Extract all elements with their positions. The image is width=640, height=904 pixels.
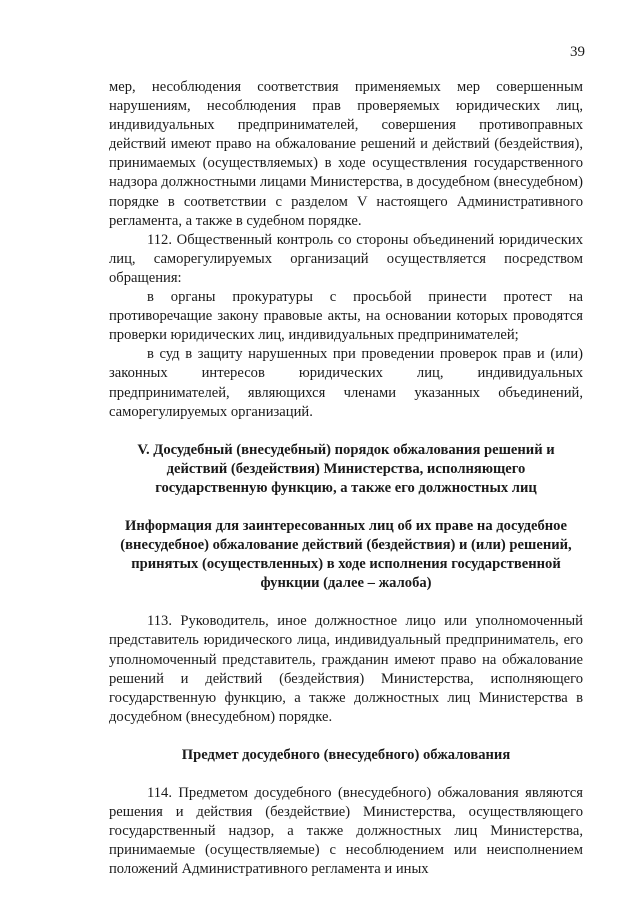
paragraph-112-item-prosecutor: в органы прокуратуры с просьбой принести протест на противоречащие закону правовые акты, на основании которых проводятся проверки юридических лиц, индивидуальных предпринимателей; bbox=[109, 289, 583, 344]
section-heading: V. Досудебный (внесудебный) порядок обжалования решений и действий (бездействия) Министерства, исполняющего государственную функцию, а также его должностных лиц bbox=[137, 441, 555, 496]
paragraph-114: 114. Предметом досудебного (внесудебного) обжалования являются решения и действия (бездействие) Министерства, осуществляющего государственный надзор, а также должностных лиц Министерства, принимаемые (осуществляемые) с несоблюдением или неисполнением положений Административного регламента и иных bbox=[109, 785, 583, 878]
paragraph-112-item-court: в суд в защиту нарушенных при проведении проверок прав и (или) законных интересов юридических лиц, индивидуальных предпринимателей, являющихся членами указанных объединений, саморегулируемых организаций. bbox=[109, 346, 583, 420]
page-number: 39 bbox=[570, 44, 585, 60]
paragraph-continuation: мер, несоблюдения соответствия применяемых мер совершенным нарушениям, несоблюдения прав проверяемых юридических лиц, индивидуальных предпринимателей, совершения противоправных действий имеют право на обжалование решений и действий (бездействия), принимаемых (осуществляемых) в ходе осуществления государственного надзора должностными лицами Министерства, в досудебном (внесудебном) порядке в соответствии с разделом V настоящего Административного регламента, а также в судебном порядке. bbox=[109, 79, 583, 229]
paragraph-113: 113. Руководитель, иное должностное лицо или уполномоченный представитель юридического лица, индивидуальный предприниматель, его уполномоченный представитель, гражданин имеют право на обжалование решений и действий (бездействия) Министерства, исполняющего государственную функцию, а также должностных лиц Министерства в досудебном (внесудебном) порядке. bbox=[109, 613, 583, 725]
subheading-subject: Предмет досудебного (внесудебного) обжалования bbox=[181, 746, 511, 763]
document-body bbox=[109, 78, 583, 879]
subheading-information: Информация для заинтересованных лиц об их праве на досудебное (внесудебное) обжалование действий (бездействия) и (или) решений, принятых (осуществленных) в ходе исполнения государственной функции (далее – жалоба) bbox=[120, 517, 572, 592]
paragraph-112: 112. Общественный контроль со стороны объединений юридических лиц, саморегулируемых организаций осуществляется посредством обращения: bbox=[109, 231, 583, 286]
